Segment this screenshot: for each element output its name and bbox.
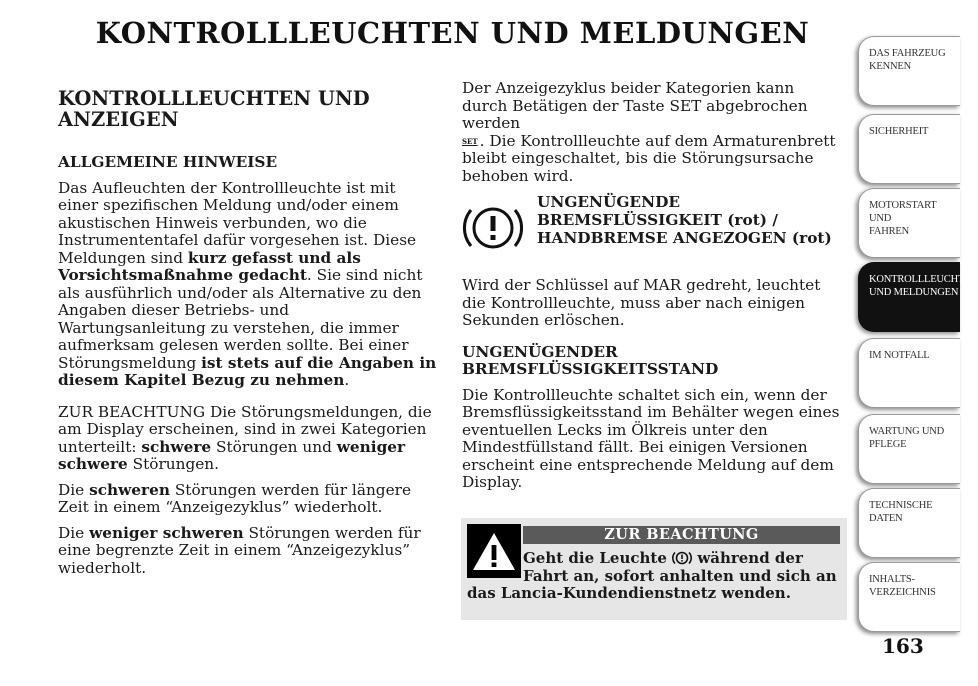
caution-banner: ZUR BEACHTUNG — [523, 526, 840, 544]
paragraph-display-cycle: Der Anzeigezyklus beider Kategorien kann durch Betätigen der Taste SET abgebrochen werden SET . Die Kontrollleuchte auf dem Armaturenbrett bleibt eingeschaltet, bis die Störungsursache behoben wird. — [462, 79, 836, 185]
tab-das-fahrzeug-kennen[interactable]: DAS FAHRZEUG KENNEN — [858, 36, 960, 106]
paragraph-less-severe: Die weniger schweren Störungen werden für eine begrenzte Zeit in einem “Anzeigezyklus” wiederholt. — [58, 523, 421, 577]
subheading-fluid-level: UNGENÜGENDER BREMSFLÜSSIGKEITSSTAND — [462, 342, 719, 378]
brake-warning-inline-icon — [672, 550, 692, 566]
left-column — [58, 88, 438, 585]
paragraph-key-mar: Wird der Schlüssel auf MAR gedreht, leuchtet die Kontrollleuchte, muss aber nach einigen Sekunden erlöschen. — [462, 276, 821, 329]
right-column — [462, 80, 842, 500]
tab-motorstart-und-fahren[interactable]: MOTORSTART UND FAHREN — [858, 188, 960, 258]
paragraph-general: Das Aufleuchten der Kontrollleuchte ist mit einer spezifischen Meldung und/oder einem akustischen Hinweis verbunden, wo die Instrumententafel dafür vorgesehen ist. Diese Meldungen sind kurz gefasst und als Vorsichtsmaßnahme gedacht. Sie sind nicht als ausführlich und/oder als Alternative zu den Angaben dieser Betriebs- und Wartungsanleitung zu verstehen, die immer aufmerksam gelesen werden sollte. Bei einer Störungsmeldung ist stets auf die Angaben in diesem Kapitel Bezug zu nehmen. — [58, 178, 437, 389]
tab-wartung-und-pflege[interactable]: WARTUNG UND PFLEGE — [858, 414, 960, 484]
tab-kontrollleuchten-und-meldungen[interactable]: KONTROLLLEUCHTEN UND MELDUNGEN — [858, 262, 960, 332]
tab-sicherheit[interactable]: SICHERHEIT — [858, 114, 960, 184]
paragraph-severe: Die schweren Störungen werden für längere Zeit in einem “Anzeigezyklus” wiederholt. — [58, 480, 412, 516]
brake-warning-block — [462, 193, 842, 265]
paragraph-fluid-level: Die Kontrollleuchte schaltet sich ein, wenn der Bremsflüssigkeitsstand im Behälter wegen eines eventuellen Lecks im Ölkreis unter den Mindestfüllstand fällt. Bei einigen Versionen erscheint eine entsprechende Meldung auf dem Display. — [462, 385, 840, 491]
paragraph-categories: ZUR BEACHTUNG Die Störungsmeldungen, die am Display erscheinen, sind in zwei Kategorien unterteilt: schwere Störungen und weniger schwere Störungen. — [58, 402, 432, 473]
caution-text: Geht die Leuchte während der Fahrt an, sofort anhalten und sich an das Lancia-Kundendienstnetz wenden. — [467, 549, 837, 602]
section-heading-line2: ANZEIGEN — [58, 108, 179, 131]
tab-technische-daten[interactable]: TECHNISCHE DATEN — [858, 488, 960, 558]
page-title: KONTROLLLEUCHTEN UND MELDUNGEN — [95, 16, 810, 50]
subheading-general-notes: ALLGEMEINE HINWEISE — [58, 153, 278, 171]
brake-warning-icon — [462, 197, 524, 259]
tab-inhaltsverzeichnis[interactable]: INHALTS- VERZEICHNIS — [858, 562, 960, 632]
tab-im-notfall[interactable]: IM NOTFALL — [858, 338, 960, 408]
page-number: 163 — [882, 634, 924, 658]
brake-warning-title: UNGENÜGENDE BREMSFLÜSSIGKEIT (rot) / HANDBREMSE ANGEZOGEN (rot) — [537, 193, 832, 247]
set-button-icon: SET — [462, 136, 478, 146]
section-heading-line1: KONTROLLLEUCHTEN UND — [58, 87, 370, 110]
caution-note — [461, 518, 847, 620]
section-heading — [58, 88, 438, 130]
